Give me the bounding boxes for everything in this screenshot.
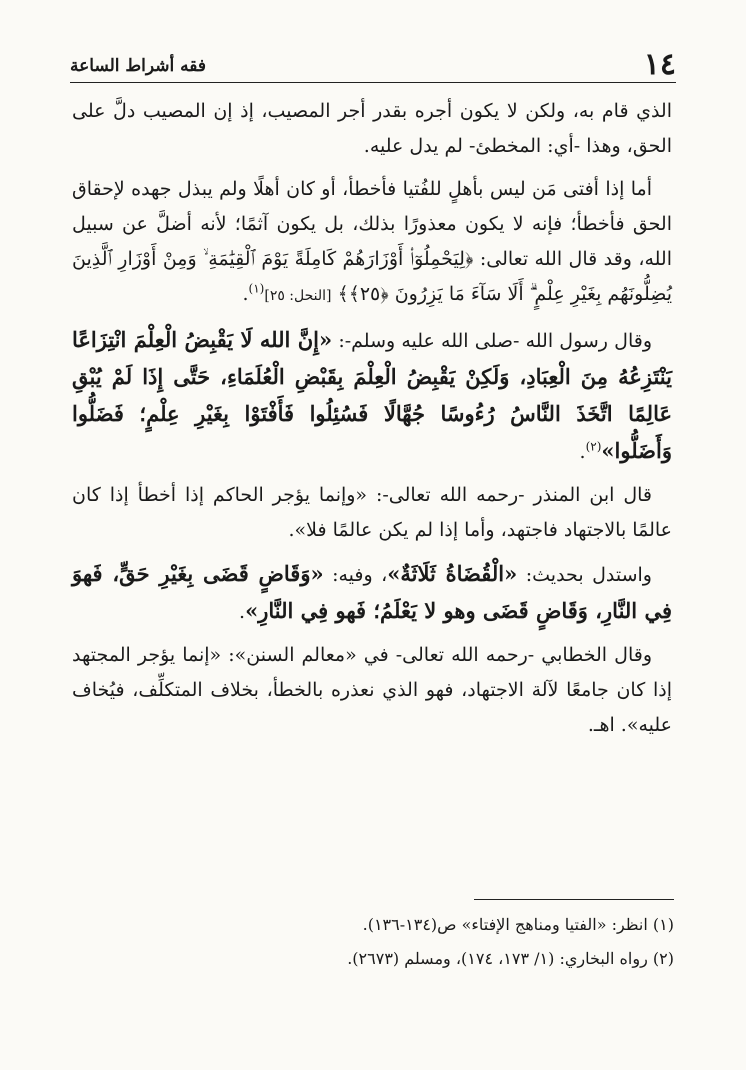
quran-verse: ﴿لِيَحْمِلُوٓا۟ أَوْزَارَهُمْ كَامِلَةً يَوْمَ ٱلْقِيَٰمَةِ ۙ وَمِنْ أَوْزَارِ ٱلَّذِينَ يُضِلُّونَهُم بِغَيْرِ عِلْمٍ ۗ أَلَا سَآءَ مَا يَزِرُونَ ﴿٢٥﴾﴾ bbox=[72, 248, 672, 305]
footnotes bbox=[72, 908, 674, 976]
footnote-1: (١) انظر: «الفتيا ومناهج الإفتاء» ص(١٣٤-١٣٦). bbox=[362, 915, 674, 934]
paragraph-5-text: واستدل بحديث: bbox=[525, 564, 652, 586]
footnote-rule bbox=[474, 899, 674, 900]
hadith-judges: «الْقُضَاةُ ثَلَاثَةٌ» bbox=[387, 561, 518, 586]
page-header bbox=[70, 36, 676, 80]
paragraph-3-text: وقال رسول الله -صلى الله عليه وسلم-: bbox=[338, 330, 652, 352]
footnote-2: (٢) رواه البخاري: (١/ ١٧٣، ١٧٤)، ومسلم (٢٦٧٣). bbox=[347, 949, 674, 968]
paragraph-3: وقال رسول الله -صلى الله عليه وسلم-: «إِنَّ الله لَا يَقْبِضُ الْعِلْمَ انْتِزَاعًا يَنْتَزِعُهُ مِنَ الْعِبَادِ، وَلَكِنْ يَقْبِضُ الْعِلْمَ بِقَبْضِ الْعُلَمَاءِ، حَتَّى إِذَا لَمْ يُبْقِ عَالِمًا اتَّخَذَ النَّاسُ رُءُوسًا جُهَّالًا فَسُئِلُوا فَأَفْتَوْا بِغَيْرِ عِلْمٍ؛ فَضَلُّوا وَأَضَلُّوا»$^{(٢)}$. bbox=[72, 327, 672, 463]
paragraph-6: وقال الخطابي -رحمه الله تعالى- في «معالم السنن»: «إنما يؤجر المجتهد إذا كان جامعًا لآلة الاجتهاد، فهو الذي نعذره بالخطأ، بخلاف المتكلِّف، فيُخاف عليه». اهـ. bbox=[72, 644, 672, 736]
hadith-text: «إِنَّ الله لَا يَقْبِضُ الْعِلْمَ انْتِزَاعًا يَنْتَزِعُهُ مِنَ الْعِبَادِ، وَلَكِنْ يَقْبِضُ الْعِلْمَ بِقَبْضِ الْعُلَمَاءِ، حَتَّى إِذَا لَمْ يُبْقِ عَالِمًا اتَّخَذَ النَّاسُ رُءُوسًا جُهَّالًا فَسُئِلُوا فَأَفْتَوْا بِغَيْرِ عِلْمٍ؛ فَضَلُّوا وَأَضَلُّوا» bbox=[72, 327, 672, 463]
paragraph-4: قال ابن المنذر -رحمه الله تعالى-: «وإنما يؤجر الحاكم إذا أخطأ إذا كان عالمًا بالاجتهاد فاجتهد، وأما إذا لم يكن عالمًا فلا». bbox=[72, 484, 672, 541]
paragraph-1: الذي قام به، ولكن لا يكون أجره بقدر أجر المصيب، إذ إن المصيب دلَّ على الحق، وهذا -أي: المخطئ- لم يدل عليه. bbox=[72, 100, 672, 157]
hadith-judges-detail: «وَقَاضٍ قَضَى بِغَيْرِ حَقٍّ، فَهوَ فِي النَّارِ، وَقَاضٍ قَضَى وهو لا يَعْلَمُ؛ فَهو فِي النَّارِ» bbox=[72, 561, 672, 623]
verse-reference: [النحل: ٢٥] bbox=[264, 288, 332, 304]
paragraph-2-text: أما إذا أفتى مَن ليس بأهلٍ للفُتيا فأخطأ، أو كان أهلًا ولم يبذل جهده لإحقاق الحق فأخطأ؛ فإنه لا يكون معذورًا بذلك، بل يكون آثمًا؛ لأنه أضلَّ عن سبيل الله، وقد قال الله تعالى: bbox=[72, 178, 673, 270]
footnote-marker-2: (٢) bbox=[585, 439, 602, 454]
main-text bbox=[72, 94, 672, 751]
paragraph-5-mid: ، وفيه: bbox=[332, 564, 388, 586]
paragraph-5: واستدل بحديث: «الْقُضَاةُ ثَلَاثَةٌ»، وفيه: «وَقَاضٍ قَضَى بِغَيْرِ حَقٍّ، فَهوَ فِي النَّارِ، وَقَاضٍ قَضَى وهو لا يَعْلَمُ؛ فَهو فِي النَّارِ». bbox=[72, 561, 672, 623]
running-title: فقه أشراط الساعة bbox=[70, 56, 206, 76]
footnote-marker-1: (١) bbox=[248, 281, 265, 296]
header-rule bbox=[70, 82, 676, 83]
page-number: ١٤ bbox=[643, 47, 676, 82]
paragraph-2: أما إذا أفتى مَن ليس بأهلٍ للفُتيا فأخطأ، أو كان أهلًا ولم يبذل جهده لإحقاق الحق فأخطأ؛ فإنه لا يكون معذورًا بذلك، بل يكون آثمًا؛ لأنه أضلَّ عن سبيل الله، وقد قال الله تعالى: ﴿لِيَحْمِلُوٓا۟ أَوْزَارَهُمْ كَامِلَةً يَوْمَ ٱلْقِيَٰمَةِ ۙ وَمِنْ أَوْزَارِ ٱلَّذِينَ يُضِلُّونَهُم بِغَيْرِ عِلْمٍ ۗ أَلَا سَآءَ مَا يَزِرُونَ ﴿٢٥﴾﴾ [النحل: ٢٥]$^{(١)}$. bbox=[72, 178, 673, 305]
